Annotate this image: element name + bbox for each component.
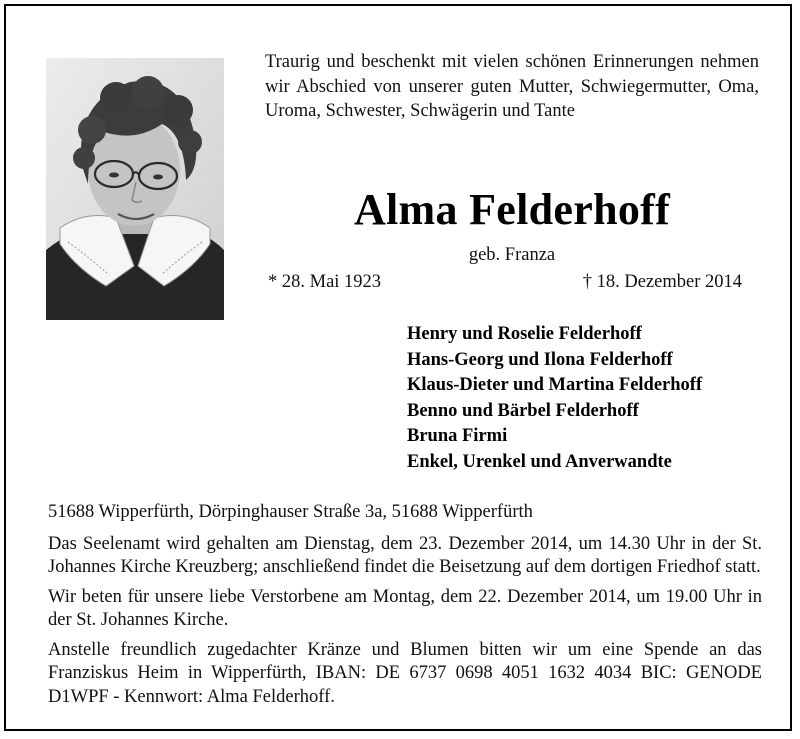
mourner-line: Enkel, Urenkel und Anverwandte (407, 451, 672, 472)
portrait-photo (46, 58, 224, 320)
mourner-line: Benno und Bärbel Felderhoff (407, 400, 639, 421)
intro-text: Traurig und beschenkt mit vielen schönen Erinnerungen nehmen wir Abschied von unserer guten Mutter, Schwiegermutter, Oma, Uroma, Schwester, Schwägerin und Tante (265, 52, 759, 121)
service-details (48, 501, 762, 715)
mourner-line: Klaus-Dieter und Martina Felderhoff (407, 375, 703, 395)
mourners-list (407, 322, 702, 475)
mourner-line: Hans-Georg und Ilona Felderhoff (407, 349, 673, 370)
mourner-line: Bruna Firmi (407, 426, 508, 446)
donation-paragraph: Anstelle freundlich zugedachter Kränze und Blumen bitten wir um eine Spende an das Franziskus Heim in Wipperfürth, IBAN: DE 6737 0698 4051 1632 4034 BIC: GENODE D1WPF - Kennwort: Alma Felderhoff. (48, 639, 762, 707)
birth-date: * 28. Mai 1923 (268, 272, 382, 292)
obituary-frame (4, 4, 792, 731)
maiden-name: geb. Franza (468, 245, 556, 265)
deceased-name: Alma Felderhoff (353, 185, 671, 234)
family-address: 51688 Wipperfürth, Dörpinghauser Straße 3a, 51688 Wipperfürth (48, 502, 533, 522)
death-date: † 18. Dezember 2014 (582, 272, 742, 292)
mourner-line: Henry und Roselie Felderhoff (407, 324, 642, 344)
portrait-illustration (46, 58, 224, 320)
prayer-paragraph: Wir beten für unsere liebe Verstorbene am Montag, dem 22. Dezember 2014, um 19.00 Uhr in der St. Johannes Kirche. (48, 586, 762, 630)
requiem-paragraph: Das Seelenamt wird gehalten am Dienstag, dem 23. Dezember 2014, um 14.30 Uhr in der St. Johannes Kirche Kreuzberg; anschließend findet die Beisetzung auf dem dortigen Friedhof statt. (48, 533, 762, 577)
